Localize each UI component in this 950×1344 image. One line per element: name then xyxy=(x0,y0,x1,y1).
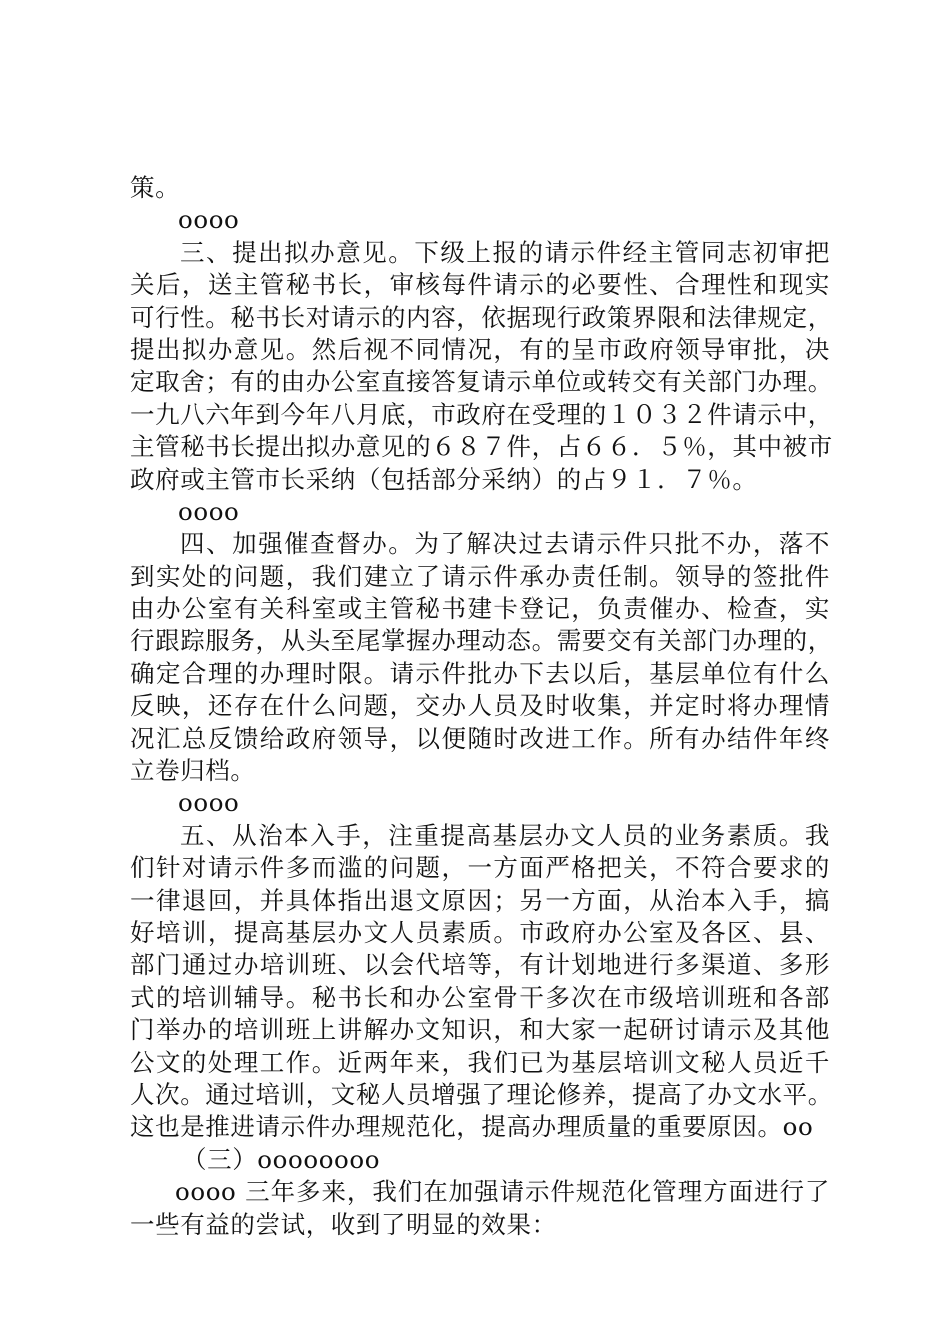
text-line: 三、提出拟办意见。下级上报的请示件经主管同志初审把 xyxy=(180,237,830,267)
text-line: 们针对请示件多而滥的问题，一方面严格把关，不符合要求的 xyxy=(130,853,830,883)
text-line: oooo xyxy=(178,788,240,818)
text-line: 关后，送主管秘书长，审核每件请示的必要性、合理性和现实 xyxy=(130,270,830,300)
text-line: 政府或主管市长采纳（包括部分采纳）的占９１．７％。 xyxy=(130,464,758,494)
text-line: 四、加强催查督办。为了解决过去请示件只批不办，落不 xyxy=(180,529,830,559)
text-line: 确定合理的办理时限。请示件批办下去以后，基层单位有什么 xyxy=(130,658,830,688)
text-line: 到实处的问题，我们建立了请示件承办责任制。领导的签批件 xyxy=(130,561,830,591)
text-line: 式的培训辅导。秘书长和办公室骨干多次在市级培训班和各部 xyxy=(130,982,830,1012)
text-line: 行跟踪服务，从头至尾掌握办理动态。需要交有关部门办理的， xyxy=(130,626,833,656)
text-line: 由办公室有关科室或主管秘书建卡登记，负责催办、检查，实 xyxy=(130,594,830,624)
text-line: 策。 xyxy=(130,173,181,202)
text-line: 一律退回，并具体指出退文原因；另一方面，从治本入手，搞 xyxy=(130,885,830,915)
text-line: 五、从治本入手，注重提高基层办文人员的业务素质。我 xyxy=(180,820,830,850)
text-line: 一些有益的尝试，收到了明显的效果： xyxy=(130,1209,557,1239)
text-line: 人次。通过培训，文秘人员增强了理论修养，提高了办文水平。 xyxy=(130,1079,833,1109)
text-line: 可行性。秘书长对请示的内容，依据现行政策界限和法律规定， xyxy=(130,302,833,332)
text-line: oooo 三年多来，我们在加强请示件规范化管理方面进行了 xyxy=(175,1177,830,1207)
text-line: 提出拟办意见。然后视不同情况，有的呈市政府领导审批，决 xyxy=(130,334,830,364)
text-line: 部门通过办培训班、以会代培等，有计划地进行多渠道、多形 xyxy=(130,950,830,980)
text-line: 好培训，提高基层办文人员素质。市政府办公室及各区、县、 xyxy=(130,917,830,947)
text-line: 主管秘书长提出拟办意见的６８７件，占６６．５％，其中被市 xyxy=(130,432,833,462)
text-line: 一九八六年到今年八月底，市政府在受理的１０３２件请示中， xyxy=(130,399,833,429)
text-line: 定取舍；有的由办公室直接答复请示单位或转交有关部门办理。 xyxy=(130,367,833,397)
text-line: （三）oooooooo xyxy=(182,1144,381,1174)
text-line: 况汇总反馈给政府领导，以便随时改进工作。所有办结件年终 xyxy=(130,723,830,753)
document-body xyxy=(130,172,833,1241)
text-line: 立卷归档。 xyxy=(130,756,256,786)
text-line: 这也是推进请示件办理规范化，提高办理质量的重要原因。oo xyxy=(130,1112,814,1142)
text-line: 反映，还存在什么问题，交办人员及时收集，并定时将办理情 xyxy=(130,691,830,721)
text-line: 门举办的培训班上讲解办文知识，和大家一起研讨请示及其他 xyxy=(130,1015,830,1045)
text-line: oooo xyxy=(178,205,240,235)
text-line: oooo xyxy=(178,496,240,526)
text-line: 公文的处理工作。近两年来，我们已为基层培训文秘人员近千 xyxy=(130,1047,830,1077)
